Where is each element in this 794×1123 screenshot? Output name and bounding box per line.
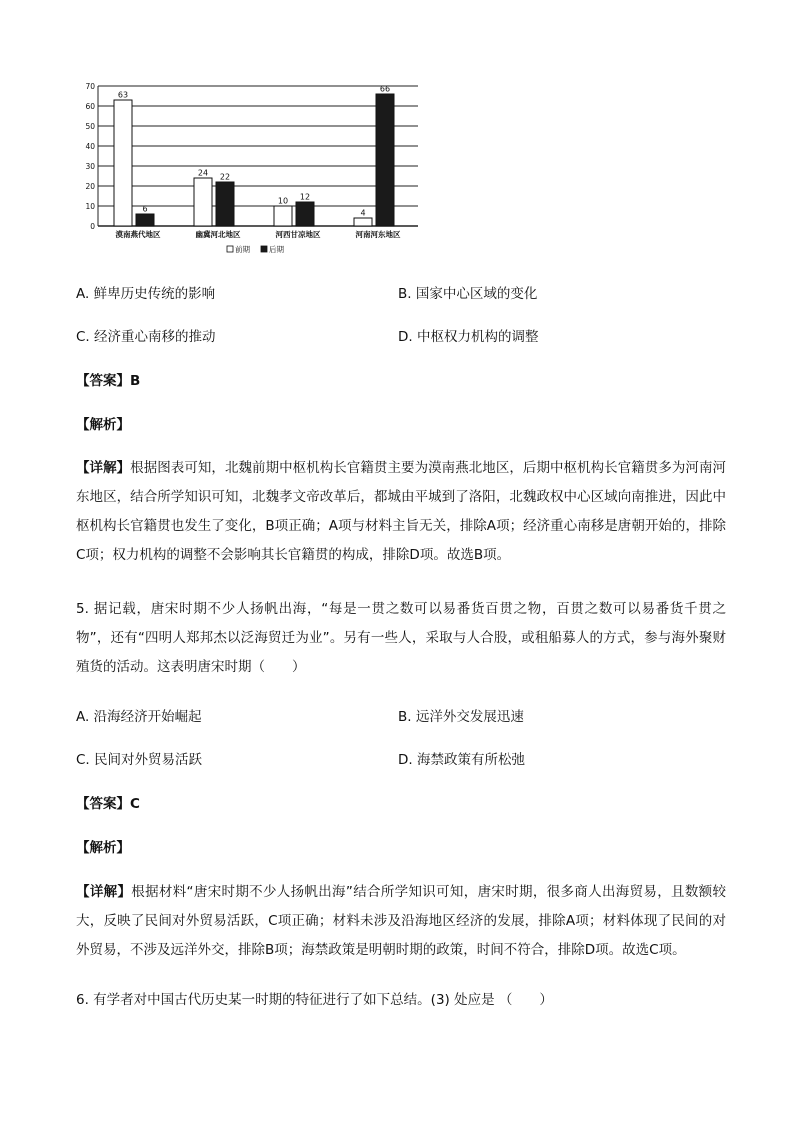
option-letter: D. xyxy=(398,329,413,345)
y-tick-label: 50 xyxy=(85,122,95,131)
detail-tag: 【详解】 xyxy=(76,884,132,900)
option-letter: C. xyxy=(76,329,90,345)
option-text: 远洋外交发展迅速 xyxy=(415,709,524,725)
y-tick-label: 60 xyxy=(85,102,95,111)
q5-detail xyxy=(76,878,726,965)
legend-label: 后期 xyxy=(269,245,284,254)
q4-analysis-tag: 【解析】 xyxy=(76,417,130,433)
bar xyxy=(194,178,212,226)
detail-tag: 【详解】 xyxy=(76,460,131,476)
q4-option-c xyxy=(76,327,216,347)
option-letter: C. xyxy=(76,752,90,768)
bar xyxy=(114,100,132,226)
bar xyxy=(274,206,292,226)
q4-answer xyxy=(76,371,140,391)
bar xyxy=(376,94,394,226)
q4-option-a xyxy=(76,284,215,304)
bar-chart xyxy=(80,78,420,270)
option-text: 国家中心区域的变化 xyxy=(415,286,538,302)
data-label: 22 xyxy=(219,172,231,182)
data-label: 66 xyxy=(379,84,391,94)
detail-text: 根据图表可知，北魏前期中枢机构长官籍贯主要为漠南燕北地区，后期中枢机构长官籍贯多为河南河东地区，结合所学知识可知，北魏孝文帝改革后，都城由平城到了洛阳，北魏政权中心区域向南推进，因此中枢机构长官籍贯也发生了变化，B项正确；A项与材料主旨无关，排除A项；经济重心南移是唐朝开始的，排除C项；权力机构的调整不会影响其长官籍贯的构成，排除D项。故选B项。 xyxy=(76,460,727,563)
x-tick-label: 漠南燕代地区 xyxy=(115,230,161,239)
legend-label: 前期 xyxy=(235,245,250,254)
option-letter: A. xyxy=(76,709,90,725)
x-tick-label: 幽冀河北地区 xyxy=(195,230,241,239)
option-letter: D. xyxy=(398,752,413,768)
answer-tag: 【答案】 xyxy=(76,796,130,812)
option-letter: B. xyxy=(398,286,412,302)
option-text: 经济重心南移的推动 xyxy=(94,329,216,345)
option-text: 沿海经济开始崛起 xyxy=(93,709,202,725)
q4-detail xyxy=(76,454,726,570)
q6-stem: 6. 有学者对中国古代历史某一时期的特征进行了如下总结。(3) 处应是 （ ） xyxy=(76,992,553,1008)
bar xyxy=(216,182,234,226)
data-label: 12 xyxy=(299,192,311,202)
q4-option-b xyxy=(398,284,537,304)
option-text: 民间对外贸易活跃 xyxy=(94,752,203,768)
legend-swatch xyxy=(261,246,267,252)
y-tick-label: 70 xyxy=(85,82,95,91)
data-label: 10 xyxy=(277,196,289,206)
q5-option-b xyxy=(398,707,524,727)
detail-text: 根据材料“唐宋时期不少人扬帆出海”结合所学知识可知，唐宋时期，很多商人出海贸易，且数额较大，反映了民间对外贸易活跃，C项正确；材料未涉及沿海地区经济的发展，排除A项；材料体现了民间的对外贸易，不涉及远洋外交，排除B项；海禁政策是明朝时期的政策，时间不符合，排除D项。故选C项。 xyxy=(76,884,726,958)
q5-option-a xyxy=(76,707,202,727)
option-text: 鲜卑历史传统的影响 xyxy=(93,286,216,302)
bar xyxy=(136,214,154,226)
y-tick-label: 40 xyxy=(85,142,95,151)
x-tick-label: 河南河东地区 xyxy=(355,230,401,239)
option-letter: A. xyxy=(76,286,90,302)
y-tick-label: 10 xyxy=(85,202,95,211)
option-letter: B. xyxy=(398,709,412,725)
option-text: 中枢权力机构的调整 xyxy=(416,329,539,345)
q5-answer xyxy=(76,794,140,814)
y-tick-label: 0 xyxy=(90,222,95,231)
bar xyxy=(354,218,372,226)
q5-stem: 5. 据记载，唐宋时期不少人扬帆出海，“每是一贯之数可以易番货百贯之物，百贯之数可以易番货千贯之物”，还有“四明人郑邦杰以泛海贸迁为业”。另有一些人，采取与人合股，或租船募人的方式，参与海外聚财殖货的活动。这表明唐宋时期（ ） xyxy=(76,601,726,675)
q5-option-d xyxy=(398,750,525,770)
q5-option-c xyxy=(76,750,202,770)
y-tick-label: 30 xyxy=(85,162,95,171)
data-label: 6 xyxy=(142,204,148,214)
option-text: 海禁政策有所松弛 xyxy=(416,752,525,768)
answer-tag: 【答案】 xyxy=(76,373,130,389)
y-tick-label: 20 xyxy=(85,182,95,191)
q5-analysis-tag: 【解析】 xyxy=(76,840,130,856)
x-tick-label: 河西甘凉地区 xyxy=(275,230,321,239)
q4-option-d xyxy=(398,327,538,347)
data-label: 4 xyxy=(360,208,366,218)
data-label: 63 xyxy=(117,90,129,100)
answer-value: B xyxy=(130,373,141,389)
data-label: 24 xyxy=(197,168,209,178)
legend-swatch xyxy=(227,246,233,252)
bar xyxy=(296,202,314,226)
answer-value: C xyxy=(130,796,140,812)
